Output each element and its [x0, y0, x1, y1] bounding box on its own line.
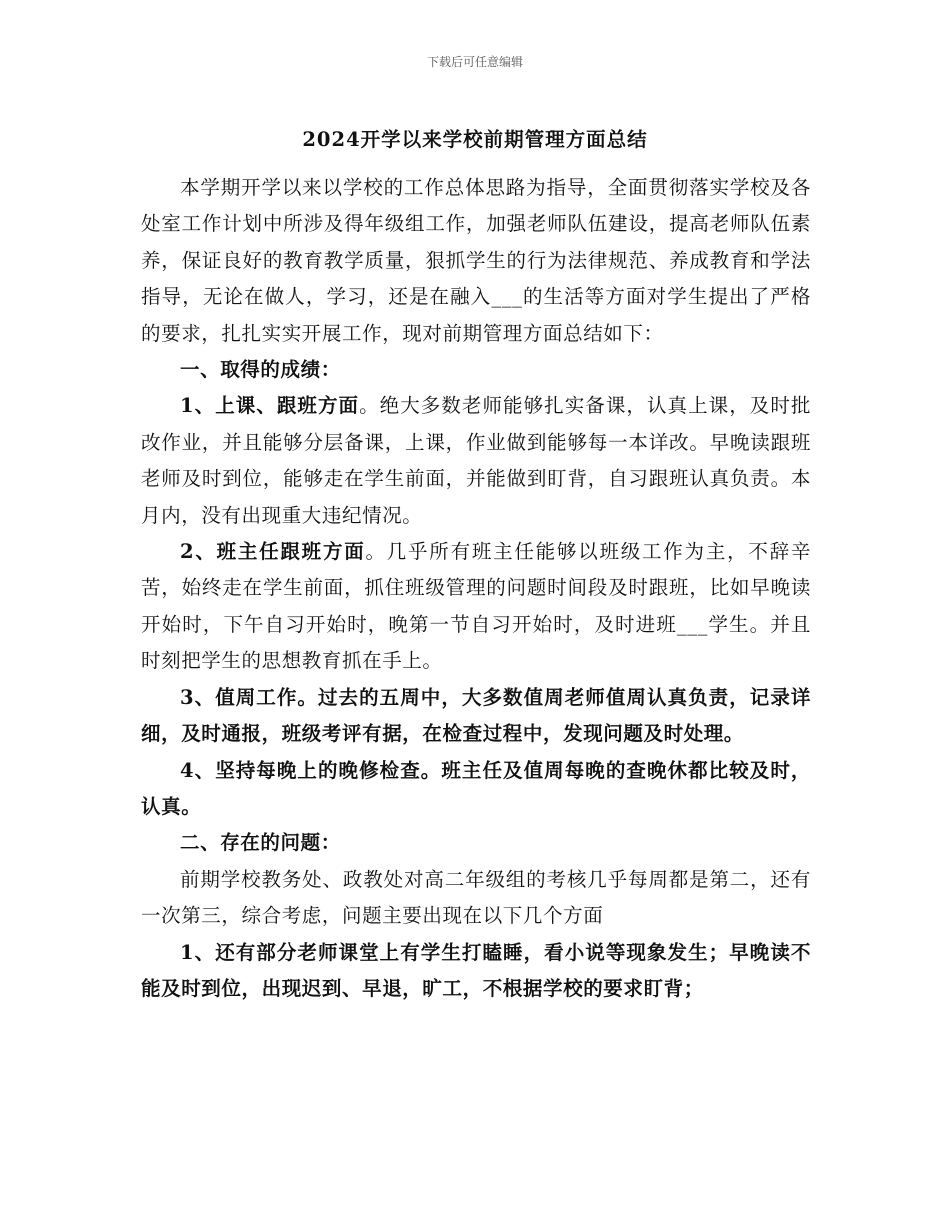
paragraph-classes: [141, 388, 811, 534]
document-body: [141, 170, 811, 1007]
intro-paragraph: 本学期开学以来以学校的工作总体思路为指导，全面贯彻落实学校及各处室工作计划中所涉及得年级组工作，加强老师队伍建设，提高老师队伍素养，保证良好的教育教学质量，狠抓学生的行为法律规范、养成教育和学法指导，无论在做人，学习，还是在融入___的生活等方面对学生提出了严格的要求，扎扎实实开展工作，现对前期管理方面总结如下：: [141, 176, 811, 345]
paragraph-lead: 2、班主任跟班方面: [180, 540, 366, 564]
paragraph-text: 。绝大多数老师能够扎实备课，认真上课，及时批改作业，并且能够分层备课，上课，作业做到能够每一本详改。早晚读跟班老师及时到位，能够走在学生前面，并能做到盯背，自习跟班认真负责。本月内，没有出现重大违纪情况。: [141, 394, 812, 527]
paragraph-lead: 1、上课、跟班方面: [180, 394, 360, 418]
page-header-note: 下载后可任意编辑: [426, 55, 523, 69]
section-heading-achievements: 一、取得的成绩：: [180, 358, 341, 382]
paragraph-problems-intro: 前期学校教务处、政教处对高二年级组的考核几乎每周都是第二，还有一次第三，综合考虑，问题主要出现在以下几个方面: [141, 867, 811, 928]
document-title: 2024开学以来学校前期管理方面总结: [302, 128, 648, 151]
paragraph-text: 。几乎所有班主任能够以班级工作为主，不辞辛苦，始终走在学生前面，抓住班级管理的问题时间段及时跟班，比如早晚读开始时，下午自习开始时，晚第一节自习开始时，及时进班___学生。并且时刻把学生的思想教育抓在手上。: [141, 540, 811, 673]
paragraph-headteacher: [141, 534, 811, 680]
paragraph-problem-1: 1、还有部分老师课堂上有学生打瞌睡，看小说等现象发生；早晚读不能及时到位，出现迟到、早退，旷工，不根据学校的要求盯背；: [141, 940, 811, 1000]
paragraph-evening-check: 4、坚持每晚上的晚修检查。班主任及值周每晚的查晚休都比较及时，认真。: [141, 758, 811, 818]
section-heading-problems: 二、存在的问题：: [180, 831, 341, 855]
paragraph-duty-week: 3、值周工作。过去的五周中，大多数值周老师值周认真负责，记录详细，及时通报，班级考评有据，在检查过程中，发现问题及时处理。: [141, 685, 811, 746]
